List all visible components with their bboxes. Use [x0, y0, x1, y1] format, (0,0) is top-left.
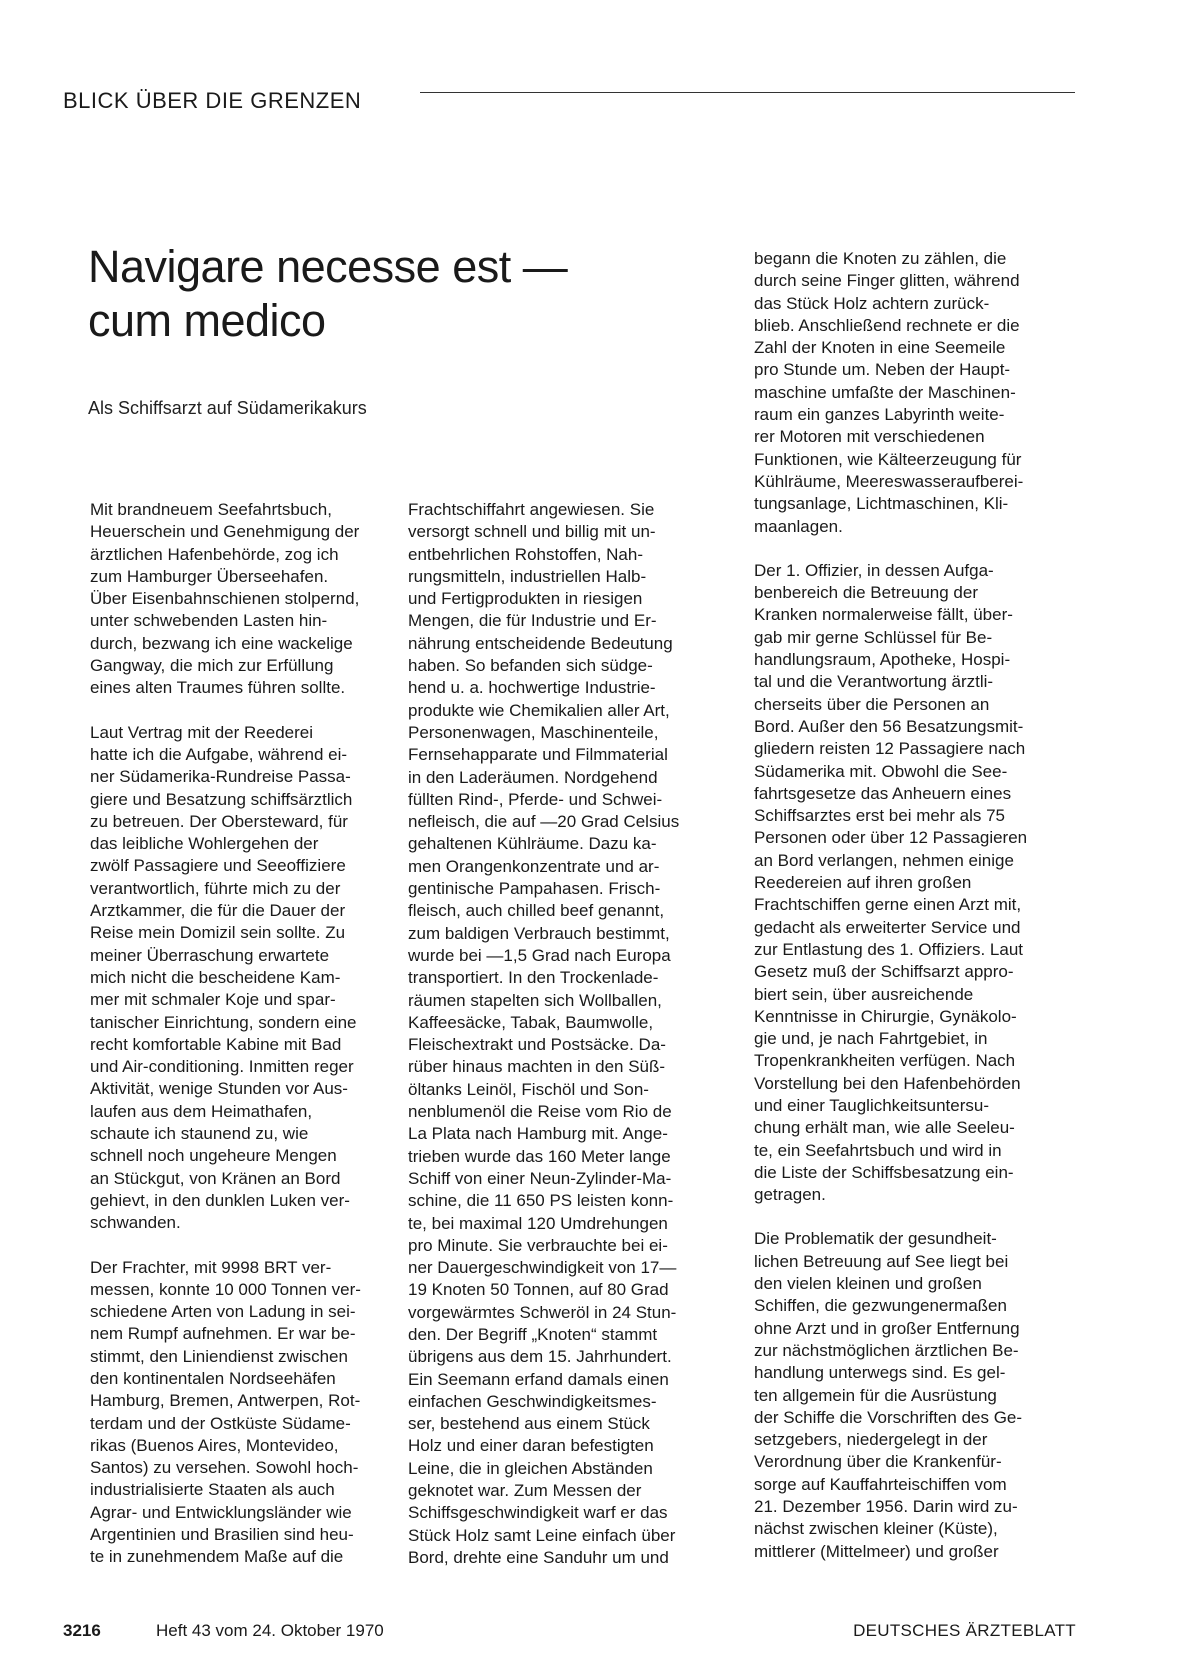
text-line: schnell noch ungeheure Mengen [90, 1146, 337, 1166]
text-line: messen, konnte 10 000 Tonnen ver- [90, 1279, 361, 1299]
text-line: ser, bestehend aus einem Stück [408, 1414, 650, 1434]
text-line: Über Eisenbahnschienen stolpernd, [90, 589, 360, 609]
text-line: Schiffen, die gezwungenermaßen [754, 1296, 1007, 1316]
text-line: Frachtschiffahrt angewiesen. Sie [408, 500, 655, 519]
text-line: einfachen Geschwindigkeitsmes- [408, 1391, 657, 1411]
text-line: Stück Holz samt Leine einfach über [408, 1525, 676, 1545]
text-line: gie und, je nach Fahrtgebiet, in [754, 1029, 988, 1049]
text-line: Bord, drehte eine Sanduhr um und [408, 1547, 669, 1567]
text-line: Verordnung über die Krankenfür- [754, 1452, 1002, 1472]
text-line: meiner Überraschung erwartete [90, 945, 330, 965]
text-line: den vielen kleinen und großen [754, 1274, 982, 1294]
text-line: wurde bei —1,5 Grad nach Europa [408, 945, 671, 965]
text-line: Hamburg, Bremen, Antwerpen, Rot- [90, 1391, 361, 1411]
text-line: Laut Vertrag mit der Reederei [90, 722, 314, 742]
text-line: ohne Arzt und in großer Entfernung [754, 1318, 1020, 1338]
text-line: ner Südamerika-Rundreise Passa- [90, 767, 351, 787]
text-line: gehievt, in den dunklen Luken ver- [90, 1190, 350, 1210]
text-line: vorgewärmtes Schweröl in 24 Stun- [408, 1302, 677, 1322]
text-line: maanlagen. [754, 516, 843, 536]
text-line: das Stück Holz achtern zurück- [754, 293, 990, 313]
text-line: ten allgemein für die Ausrüstung [754, 1385, 997, 1405]
text-line: gab mir gerne Schlüssel für Be- [754, 627, 993, 647]
text-line: zu betreuen. Der Obersteward, für [90, 811, 348, 831]
text-line: begann die Knoten zu zählen, die [754, 249, 1007, 268]
text-line: 21. Dezember 1956. Darin wird zu- [754, 1497, 1018, 1517]
text-line: pro Stunde um. Neben der Haupt- [754, 360, 1011, 380]
text-line: te, bei maximal 120 Umdrehungen [408, 1213, 668, 1233]
text-line: chung erhält man, wie alle Seeleu- [754, 1118, 1015, 1138]
text-line: lichen Betreuung auf See liegt bei [754, 1251, 1009, 1271]
text-line: 19 Knoten 50 Tonnen, auf 80 Grad [408, 1280, 669, 1300]
text-column-3 [754, 248, 1072, 1563]
text-line: zwölf Passagiere und Seeoffiziere [90, 856, 346, 876]
text-line: mittlerer (Mittelmeer) und großer [754, 1541, 999, 1561]
text-line: und Air-conditioning. Inmitten reger [90, 1057, 354, 1077]
text-line: der Schiffe die Vorschriften des Ge- [754, 1407, 1023, 1427]
text-line: entbehrlichen Rohstoffen, Nah- [408, 544, 644, 564]
text-line: an Stückgut, von Kränen an Bord [90, 1168, 341, 1188]
text-line: füllten Rind-, Pferde- und Schwei- [408, 789, 663, 809]
text-line: hatte ich die Aufgabe, während ei- [90, 744, 348, 764]
text-line: Südamerika mit. Obwohl die See- [754, 761, 1008, 781]
text-line: biert sein, über ausreichende [754, 984, 974, 1004]
text-line: trieben wurde das 160 Meter lange [408, 1146, 671, 1166]
text-line: Schiffsarztes erst bei mehr als 75 [754, 806, 1006, 826]
text-line: Heuerschein und Genehmigung der [90, 522, 360, 542]
text-line: giere und Besatzung schiffsärztlich [90, 789, 353, 809]
text-line: gliedern reisten 12 Passagiere nach [754, 739, 1026, 759]
text-line: blieb. Anschließend rechnete er die [754, 315, 1020, 335]
text-line: Ein Seemann erfand damals einen [408, 1369, 669, 1389]
text-line: Personenwagen, Maschinenteile, [408, 722, 659, 742]
text-line: Gangway, die mich zur Erfüllung [90, 656, 334, 676]
text-line: an Bord verlangen, nehmen einige [754, 850, 1014, 870]
text-line: Schiff von einer Neun-Zylinder-Ma- [408, 1168, 672, 1188]
text-line: ner Dauergeschwindigkeit von 17— [408, 1258, 677, 1278]
text-line: Fernsehapparate und Filmmaterial [408, 745, 668, 765]
text-line: Agrar- und Entwicklungsländer wie [90, 1502, 352, 1522]
text-line: men Orangenkonzentrate und ar- [408, 856, 660, 876]
text-line: rer Motoren mit verschiedenen [754, 427, 985, 447]
text-line: schaute ich staunend zu, wie [90, 1124, 309, 1144]
text-line: nächst zwischen kleiner (Küste), [754, 1519, 998, 1539]
text-line: stimmt, den Liniendienst zwischen [90, 1346, 348, 1366]
text-line: laufen aus dem Heimathafen, [90, 1101, 313, 1121]
text-line: durch seine Finger glitten, während [754, 271, 1020, 291]
article-title [88, 240, 648, 348]
text-line: La Plata nach Hamburg mit. Ange- [408, 1124, 668, 1144]
text-line: Der Frachter, mit 9998 BRT ver- [90, 1257, 332, 1277]
text-line: räumen stapelten sich Wollballen, [408, 990, 662, 1010]
text-line: Reise mein Domizil sein sollte. Zu [90, 923, 346, 943]
text-line: und Fertigprodukten in riesigen [408, 589, 643, 609]
text-line: Mit brandneuem Seefahrtsbuch, [90, 500, 332, 519]
text-line: fahrtsgesetze das Anheuern eines [754, 783, 1012, 803]
text-line: versorgt schnell und billig mit un- [408, 522, 656, 542]
text-line: in den Laderäumen. Nordgehend [408, 767, 658, 787]
text-line: verantwortlich, führte mich zu der [90, 878, 341, 898]
text-line: setzgebers, niedergelegt in der [754, 1430, 988, 1450]
text-line: Kenntnisse in Chirurgie, Gynäkolo- [754, 1006, 1017, 1026]
text-line: Gesetz muß der Schiffsarzt appro- [754, 962, 1014, 982]
text-line: übrigens aus dem 15. Jahrhundert. [408, 1347, 672, 1367]
text-line: Arztkammer, die für die Dauer der [90, 901, 346, 921]
text-line: terdam und der Ostküste Südame- [90, 1413, 351, 1433]
text-line: Mengen, die für Industrie und Er- [408, 611, 657, 631]
paragraph [754, 560, 1072, 1207]
text-line: transportiert. In den Trockenlade- [408, 968, 659, 988]
text-line: te, ein Seefahrtsbuch und wird in [754, 1140, 1002, 1160]
text-line: Frachtschiffen gerne einen Arzt mit, [754, 895, 1022, 915]
text-line: Der 1. Offizier, in dessen Aufga- [754, 560, 994, 580]
text-line: Aktivität, wenige Stunden vor Aus- [90, 1079, 348, 1099]
text-line: fleisch, auch chilled beef genannt, [408, 901, 665, 921]
text-line: Vorstellung bei den Hafenbehörden [754, 1073, 1021, 1093]
text-line: Argentinien und Brasilien sind heu- [90, 1525, 354, 1545]
text-line: unter schwebenden Lasten hin- [90, 611, 328, 631]
text-line: handlungsraum, Apotheke, Hospi- [754, 650, 1011, 670]
page-number: 3216 [63, 1621, 101, 1640]
paragraph [90, 499, 408, 700]
paragraph [754, 1228, 1072, 1562]
text-line: zum Hamburger Überseehafen. [90, 566, 329, 586]
text-line: rikas (Buenos Aires, Montevideo, [90, 1435, 339, 1455]
text-line: schine, die 11 650 PS leisten konn- [408, 1191, 674, 1211]
text-line: handlung unterwegs sind. Es gel- [754, 1363, 1006, 1383]
article-title-line: Navigare necesse est — [88, 241, 568, 292]
text-line: zur Entlastung des 1. Offiziers. Laut [754, 939, 1023, 959]
text-line: Santos) zu versehen. Sowohl hoch- [90, 1458, 359, 1478]
text-line: sorge auf Kauffahrteischiffen vom [754, 1474, 1007, 1494]
text-line: gehaltenen Kühlräume. Dazu ka- [408, 834, 657, 854]
text-line: die Liste der Schiffsbesatzung ein- [754, 1162, 1014, 1182]
header-rule [420, 92, 1075, 93]
text-line: Leine, die in gleichen Abständen [408, 1458, 653, 1478]
text-line: nenblumenöl die Reise vom Rio de [408, 1102, 672, 1122]
text-line: nefleisch, die auf —20 Grad Celsius [408, 812, 680, 832]
text-line: rüber hinaus machten in den Süß- [408, 1057, 666, 1077]
text-line: zur nächstmöglichen ärztlichen Be- [754, 1340, 1019, 1360]
text-column-1 [90, 499, 408, 1569]
text-line: schwanden. [90, 1213, 181, 1233]
paragraph [90, 722, 408, 1235]
text-line: industrialisierte Staaten als auch [90, 1480, 335, 1500]
text-line: cherseits über die Personen an [754, 694, 990, 714]
text-line: raum ein ganzes Labyrinth weite- [754, 405, 1005, 425]
paragraph [408, 499, 726, 1569]
text-line: den kontinentalen Nordseehäfen [90, 1368, 336, 1388]
text-line: zum baldigen Verbrauch bestimmt, [408, 923, 670, 943]
paragraph [754, 248, 1072, 538]
text-line: ärztlichen Hafenbehörde, zog ich [90, 544, 339, 564]
text-line: getragen. [754, 1185, 826, 1205]
text-line: schiedene Arten von Ladung in sei- [90, 1302, 356, 1322]
text-line: den. Der Begriff „Knoten“ stammt [408, 1324, 658, 1344]
text-line: Personen oder über 12 Passagieren [754, 828, 1028, 848]
text-line: nährung entscheidende Bedeutung [408, 633, 673, 653]
text-line: Kühlräume, Meereswasseraufberei- [754, 471, 1024, 491]
text-line: Funktionen, wie Kälteerzeugung für [754, 449, 1022, 469]
text-line: Fleischextrakt und Postsäcke. Da- [408, 1035, 666, 1055]
text-line: geknotet war. Zum Messen der [408, 1481, 642, 1501]
issue-info: Heft 43 vom 24. Oktober 1970 [156, 1621, 384, 1640]
article-title-line: cum medico [88, 295, 326, 346]
text-column-2 [408, 499, 726, 1569]
text-line: tungsanlage, Lichtmaschinen, Kli- [754, 494, 1009, 514]
text-line: recht komfortable Kabine mit Bad [90, 1034, 342, 1054]
article-subtitle: Als Schiffsarzt auf Südamerikakurs [88, 398, 367, 418]
text-line: nem Rumpf aufnehmen. Er war be- [90, 1324, 356, 1344]
text-line: Bord. Außer den 56 Besatzungsmit- [754, 716, 1024, 736]
text-line: tal und die Verantwortung ärztli- [754, 672, 994, 692]
text-line: pro Minute. Sie verbrauchte bei ei- [408, 1235, 668, 1255]
text-line: eines alten Traumes führen sollte. [90, 678, 346, 698]
text-line: tanischer Einrichtung, sondern eine [90, 1012, 357, 1032]
text-line: hend u. a. hochwertige Industrie- [408, 678, 656, 698]
text-line: Zahl der Knoten in eine Seemeile [754, 338, 1006, 358]
text-line: produkte wie Chemikalien aller Art, [408, 700, 670, 720]
text-line: und einer Tauglichkeitsuntersu- [754, 1095, 989, 1115]
text-line: Kaffeesäcke, Tabak, Baumwolle, [408, 1012, 654, 1032]
text-line: Tropenkrankheiten verfügen. Nach [754, 1051, 1016, 1071]
text-line: Die Problematik der gesundheit- [754, 1229, 997, 1249]
text-line: rungsmitteln, industriellen Halb- [408, 566, 647, 586]
section-header: BLICK ÜBER DIE GRENZEN [63, 88, 362, 113]
text-line: haben. So befanden sich südge- [408, 656, 653, 676]
text-line: Schiffsgeschwindigkeit warf er das [408, 1503, 668, 1523]
text-line: gentinische Pampahasen. Frisch- [408, 879, 661, 899]
text-line: mich nicht die bescheidene Kam- [90, 967, 341, 987]
text-line: Holz und einer daran befestigten [408, 1436, 654, 1456]
text-line: mer mit schmaler Koje und spar- [90, 990, 336, 1010]
text-line: gedacht als erweiterter Service und [754, 917, 1021, 937]
text-line: öltanks Leinöl, Fischöl und Son- [408, 1079, 649, 1099]
text-line: benbereich die Betreuung der [754, 583, 978, 603]
text-line: maschine umfaßte der Maschinen- [754, 382, 1016, 402]
text-line: Kranken normalerweise fällt, über- [754, 605, 1013, 625]
text-line: durch, bezwang ich eine wackelige [90, 633, 353, 653]
journal-name: DEUTSCHES ÄRZTEBLATT [853, 1621, 1076, 1640]
text-line: das leibliche Wohlergehen der [90, 834, 319, 854]
paragraph [90, 1257, 408, 1569]
text-line: Reedereien auf ihren großen [754, 873, 972, 893]
text-line: te in zunehmendem Maße auf die [90, 1547, 344, 1567]
